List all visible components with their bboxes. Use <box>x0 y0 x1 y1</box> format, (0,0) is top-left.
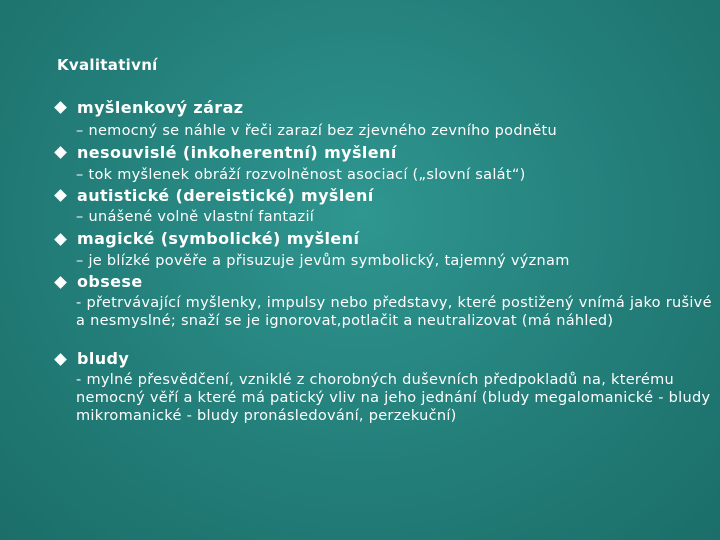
diamond-bullet-icon <box>54 101 67 114</box>
diamond-bullet-icon <box>54 353 67 366</box>
item-description: – nemocný se náhle v řeči zarazí bez zjevného zevního podnětu <box>76 123 558 139</box>
diamond-bullet-icon <box>54 189 67 202</box>
diamond-bullet-icon <box>54 276 67 289</box>
item-description: - přetrvávající myšlenky, impulsy nebo představy, které postižený vnímá jako rušivé a nesmyslné; snaží se je ignorovat,potlačit a neutralizovat (má náhled) <box>76 295 712 329</box>
item-heading: obsese <box>77 272 143 291</box>
item-heading: magické (symbolické) myšlení <box>77 229 360 248</box>
item-description: – tok myšlenek obráží rozvolněnost asociací („slovní salát“) <box>76 167 526 183</box>
item-heading: nesouvislé (inkoherentní) myšlení <box>77 143 397 162</box>
diamond-bullet-icon <box>54 146 67 159</box>
item-heading: autistické (dereistické) myšlení <box>77 186 374 205</box>
item-description: - mylné přesvědčení, vzniklé z chorobných duševních předpokladů na, kterému nemocný věří a které má patický vliv na jeho jednání (bludy megalomanické - bludy mikromanické - bludy pronásledování, perzekuční) <box>76 372 711 424</box>
item-description: – unášené volně vlastní fantazií <box>76 209 315 225</box>
item-heading: myšlenkový záraz <box>77 98 244 117</box>
item-heading: bludy <box>77 349 130 368</box>
diamond-bullet-icon <box>54 233 67 246</box>
item-description: – je blízké pověře a přisuzuje jevům symbolický, tajemný význam <box>76 253 570 269</box>
slide-title: Kvalitativní <box>57 56 158 74</box>
